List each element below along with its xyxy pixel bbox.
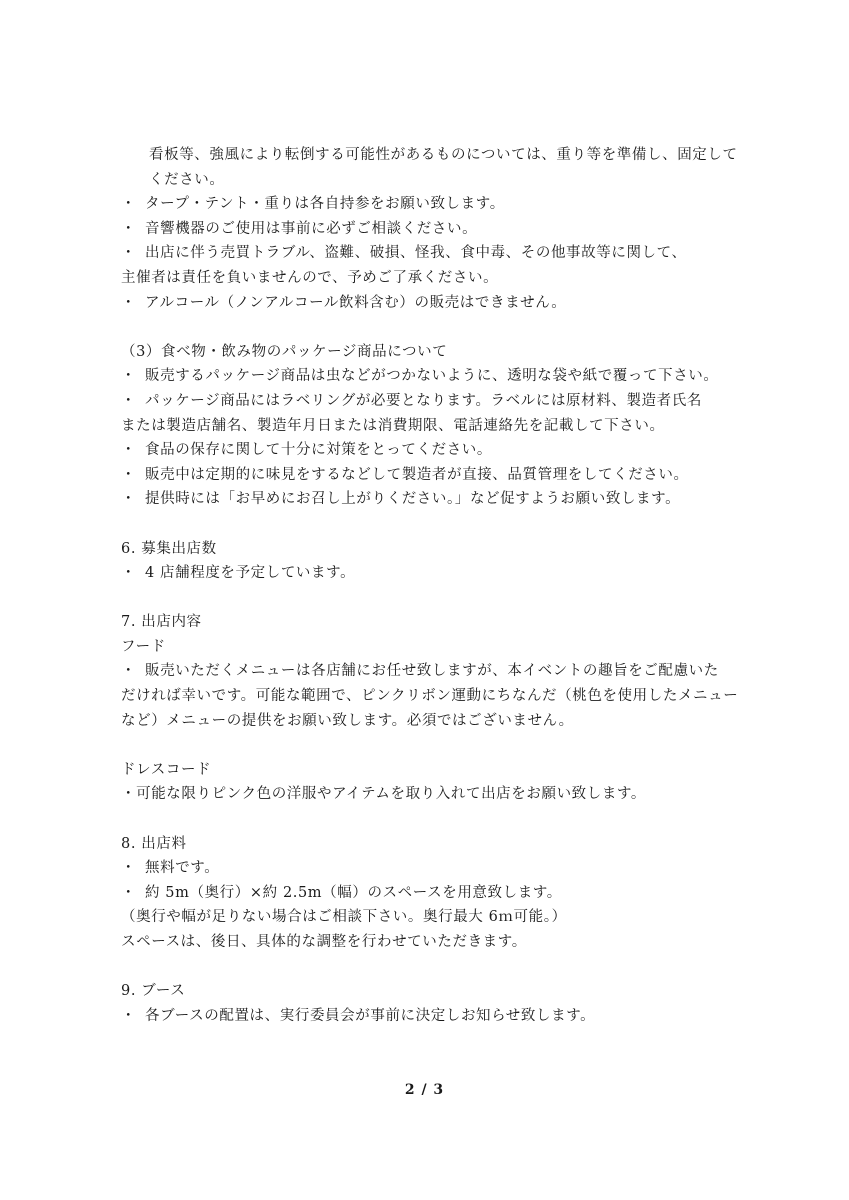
bullet-glyph: ・ bbox=[121, 860, 137, 877]
section9-bullet-1 bbox=[121, 1004, 741, 1029]
liability-continuation: 主催者は責任を負いませんので、予めご了承ください。 bbox=[121, 269, 499, 286]
bullet-text: 食品の保存に関して十分に対策をとってください。 bbox=[145, 442, 493, 459]
spacer bbox=[121, 807, 741, 832]
bullet-text: 提供時には「お早めにお召し上がりください。」など促すようお願い致します。 bbox=[145, 491, 681, 508]
bullet-glyph: ・ bbox=[121, 466, 137, 483]
bullet-glyph: ・ bbox=[121, 196, 137, 213]
bullet-text: 約 5m（奥行）×約 2.5m（幅）のスペースを用意致します。 bbox=[145, 884, 562, 901]
bullet-glyph: ・ bbox=[121, 442, 137, 459]
food-line-2: だければ幸いです。可能な範囲で、ピンクリボン運動にちなんだ（桃色を使用したメニュー bbox=[121, 688, 739, 705]
bullet-audio bbox=[121, 217, 741, 242]
bullet-text: 出店に伴う売買トラブル、盗難、破損、怪我、食中毒、その他事故等に関して、 bbox=[145, 245, 687, 262]
food-label: フード bbox=[121, 638, 166, 655]
bullet-liability bbox=[121, 241, 741, 266]
bullet-text: 各ブースの配置は、実行委員会が事前に決定しお知らせ致します。 bbox=[145, 1007, 596, 1024]
bullet-text: 無料です。 bbox=[145, 860, 220, 877]
bullet-text: アルコール（ノンアルコール飲料含む）の販売はできません。 bbox=[145, 294, 567, 311]
dress-code-label: ドレスコード bbox=[121, 761, 212, 778]
intro-line-2: ください。 bbox=[149, 171, 225, 188]
bullet-text: 販売するパッケージ商品は虫などがつかないように、透明な袋や紙で覆って下さい。 bbox=[145, 368, 719, 385]
spacer bbox=[121, 512, 741, 537]
spacer bbox=[121, 955, 741, 980]
section3-bullet-5 bbox=[121, 487, 741, 512]
section3-bullet-3 bbox=[121, 438, 741, 463]
bullet-glyph: ・ bbox=[121, 294, 137, 311]
bullet-alcohol bbox=[121, 291, 741, 316]
bullet-glyph: ・ bbox=[121, 565, 137, 582]
section3-heading: （3）食べ物・飲み物のパッケージ商品について bbox=[121, 343, 448, 360]
bullet-text: 4 店舗程度を予定しています。 bbox=[145, 565, 356, 582]
section6-bullet-1 bbox=[121, 561, 741, 586]
document-body bbox=[121, 143, 741, 1028]
bullet-glyph: ・ bbox=[121, 368, 137, 385]
bullet-glyph: ・ bbox=[121, 392, 137, 409]
section6-heading: 6. 募集出店数 bbox=[121, 540, 217, 557]
food-line-3: など）メニューの提供をお願い致します。必須ではございません。 bbox=[121, 712, 574, 729]
section8-bullet-1 bbox=[121, 856, 741, 881]
bullet-text: パッケージ商品にはラベリングが必要となります。ラベルには原材料、製造者氏名 bbox=[145, 392, 702, 409]
bullet-glyph: ・ bbox=[121, 663, 137, 680]
section3-bullet-4 bbox=[121, 463, 741, 488]
bullet-text: 販売中は定期的に味見をするなどして製造者が直接、品質管理をしてください。 bbox=[145, 466, 689, 483]
bullet-tarp bbox=[121, 192, 741, 217]
bullet-glyph: ・ bbox=[121, 245, 137, 262]
section8-bullet-2 bbox=[121, 881, 741, 906]
bullet-glyph: ・ bbox=[121, 220, 137, 237]
page-number: 2 / 3 bbox=[404, 1082, 445, 1098]
bullet-glyph: ・ bbox=[121, 1007, 137, 1024]
bullet-glyph: ・ bbox=[121, 491, 137, 508]
bullet-text: 販売いただくメニューは各店舗にお任せ致しますが、本イベントの趣旨をご配慮いた bbox=[145, 663, 719, 680]
section3-bullet-2-continuation: または製造店舗名、製造年月日または消費期限、電話連絡先を記載して下さい。 bbox=[121, 417, 665, 434]
bullet-text: タープ・テント・重りは各自持参をお願い致します。 bbox=[145, 196, 505, 213]
section3-bullet-1 bbox=[121, 364, 741, 389]
intro-line-1: 看板等、強風により転倒する可能性があるものについては、重り等を準備し、固定して bbox=[149, 147, 738, 163]
section8-heading: 8. 出店料 bbox=[121, 835, 187, 852]
spacer bbox=[121, 586, 741, 611]
section3-bullet-2 bbox=[121, 389, 741, 414]
section8-adjustment: スペースは、後日、具体的な調整を行わせていただきます。 bbox=[121, 934, 527, 950]
spacer bbox=[121, 733, 741, 758]
food-line-1 bbox=[121, 659, 741, 684]
dress-code-line: ・可能な限りピンク色の洋服やアイテムを取り入れて出店をお願い致します。 bbox=[121, 786, 647, 803]
section8-note: （奥行や幅が足りない場合はご相談下さい。奥行最大 6ｍ可能。） bbox=[121, 909, 567, 926]
section7-heading: 7. 出店内容 bbox=[121, 614, 202, 631]
section9-heading: 9. ブース bbox=[121, 983, 186, 1000]
bullet-text: 音響機器のご使用は事前に必ずご相談ください。 bbox=[145, 220, 478, 237]
spacer bbox=[121, 315, 741, 340]
bullet-glyph: ・ bbox=[121, 884, 137, 901]
